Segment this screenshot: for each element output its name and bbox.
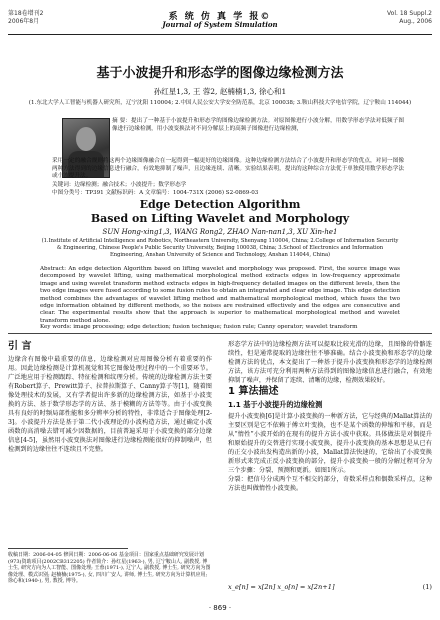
authors-en: SUN Hong-xing1,3, WANG Rong2, ZHAO Nan-nan1,3, XU Xin-he1 <box>102 228 338 236</box>
footnote-rule <box>8 548 128 549</box>
section-divider <box>8 333 432 334</box>
abstract-en: Abstract: An edge detection Algorithm based on lifting wavelet and morphology was proposed. First, the source image was decomposed by wavelet lifting, using mathematical morphological method extracts edges in low-frequency approximate image and using wavelet transform method extracts edges in high-frequency detailed images on the different levels, then the two edge images were fused according to some fusion rules to obtain an integrated and clear edge image. This edge detection method combines the advantages of wavelet lifting method and mathematical morphological method, which fuses the two edge information obtained by different methods, so the noises are restrained effectively and the edges are consecutive and clear. The experimental results show that the approach is superior to mathematical morphological method and wavelet transform method alone. <box>40 266 400 324</box>
title-en-line2: Based on Lifting Wavelet and Morphology <box>90 212 350 225</box>
subsection-heading-1-1: 1.1 基于小波提升的边缘检测 <box>228 400 323 409</box>
page-header <box>8 8 432 35</box>
date-en: Aug., 2006 <box>399 18 432 25</box>
journal-name-en: Journal of System Simulation <box>162 20 278 29</box>
affiliations-en: (1.Institute of Artificial Intelligence and Robotics, Northeastern University, Shenyang 110004, China; 2.College of Information Security & Engineering, Chinese People's Public Security University, Beijing 100038, China; 3.School of Electronics and Information Engineering, Anshan University of Science and Technology, Anshan 114044, China) <box>41 238 399 259</box>
page-number: · 869 · <box>208 604 232 612</box>
journal-name-cn: 系 统 仿 真 学 报© <box>168 12 272 22</box>
title-cn: 基于小波提升和形态学的图像边缘检测方法 <box>96 66 344 81</box>
affiliations-cn: (1.东北大学人工智能与机器人研究所，辽宁沈阳 110004; 2.中国人民公安大学安全防范系，北京 100038; 3.鞍山科技大学电信学院，辽宁鞍山 114044) <box>28 100 412 106</box>
equation-text: x_e[n] = x[2n] x_o[n] = x[2n+1] <box>228 583 335 591</box>
equation-1 <box>228 583 432 591</box>
intro-continued: 形态学方法中的边缘检测方法可以提取比较光滑的边缘，且图像的骨骼连续性，但是通常提取的边缘往往不够准确。结合小波变换和形态学的边缘检测方法的优点，本文提出了一种基于提升小波变换和形态学的边缘检测方法，该方法可充分利用两种方法得到的图像边缘信息进行融合，有效地抑制了噪声，并保留了连续、清晰的边缘，检测效果较好。 <box>228 341 432 384</box>
intro-paragraph: 边缘含有图像中最重要的信息，边缘检测对应用图像分析有着重要的作用。因此边缘检测是计算机视觉和其它图像处理过程中的一个重要环节。广泛地应用于检测跟踪、特征检测和纹理分析。传统的边缘检测方法主要有Robert算子、Prewitt算子、拉普拉斯算子、Canny算子等[1]，随着图像处理技术的发展，又有学者提出许多新的边缘检测方法，如基于小波变换的方法、基于数学形态学的方法、基于模糊的方法等等。由于小波变换具有良好的时频局部性能和多分辨率分析的特性，非常适合于图像处理[2-3]。小波提升方法是基于第二代小波理论的小波构造方法，通过确定小波函数的高消噪去错可减少因数据的，目前普遍采用于小波变换的部分边缘信息[4-5]，虽然用小波变换法对图像进行边缘检测能很好的抑制噪声，但检测到的边缘往往不连续且不完整。 <box>8 356 212 453</box>
equation-number: (1) <box>422 583 432 591</box>
right-column <box>228 340 432 493</box>
footnote: 收稿日期：2006-04-05 修回日期：2006-06-06 基金项目：国家重点基础研究发展计划(973)资助项目(2002CB312205) 作者简介：孙红星(1963-), 男, 辽宁鞍山人, 副教授, 博士生, 研究方向为人工智能、图像处理; 王蓉(1971-), 辽宁人, 副教授, 博士生, 研究方向为图像处理、模式识别; 赵楠楠(1975-), 女, 四川广安人, 讲师, 博士生, 研究方向为计算机应用; 徐心和(1940-), 男, 教授, 博导。 <box>8 552 211 585</box>
title-en-line1: Edge Detection Algorithm <box>139 198 301 211</box>
title-en <box>0 198 440 226</box>
keywords-en: Key words: image processing; edge detection; fusion technique; fusion rule; Canny operator; wavelet transform <box>40 324 358 330</box>
section-heading-intro: 引 言 <box>8 341 32 352</box>
volume-issue: 第18卷增刊2 <box>8 10 44 17</box>
abstract-cn-part1: 摘 要：提出了一种基于小波提升和形态学的图像边缘检测方法。对原图像进行小波分解，用数学形态学法对低频子图像进行边缘检测，用小波变换法对不同分解层上的高频子图像进行边缘检测， <box>112 118 404 132</box>
abstract-cn-part2: 采用一定的融合规则将这两个边缘图像融合在一起得到一幅更好的边缘图像。这种边缘检测方法结合了小波提升和形态学的优点，对同一图像两种方法得到的边缘信息进行融合，有效地抑制了噪声，且边缘连续、清晰。实验结果表明，提出的这种综合方法优于单独使用数学形态学法或小波提升法。 <box>52 158 404 180</box>
section-1-1-paragraph-2: 分裂：把信号分成两个互不相交的部分，奇数采样点和偶数采样点，这种方法也叫做惰性小波变换。 <box>228 476 432 492</box>
keywords-cn: 关键词：边缘检测；融合技术；小波提升；数学形态学 <box>52 182 187 188</box>
section-heading-1: 1 算法描述 <box>228 386 279 397</box>
left-column <box>8 340 212 454</box>
classification-cn: 中图分类号：TP391 文献标识码：A 文章编号：1004-731X (2006) S2-0869-03 <box>52 190 259 196</box>
authors-cn: 孙红星1,3, 王 蓉2, 赵楠楠1,3, 徐心和1 <box>153 87 287 96</box>
header-right <box>387 10 432 26</box>
photo-head <box>76 127 96 151</box>
issue-date: 2006年8月 <box>8 18 40 25</box>
volume-en: Vol. 18 Suppl.2 <box>387 10 432 17</box>
section-1-1-paragraph: 提升小波变换[6]是计算小波变换的一种新方法，它与经典的Mallat算法的主要区别是它不依赖于傅立叶变换，也不是某个函数的伸缩和平移，而是从“惰性”小波开始的在现有的提升方法小波中获取。具体做法是对偶提升和原始提升的交替进行实现小波变换，提升小波变换的基本思想是从已有的正交小波出发构造出新的小波，Mallat算法快速的，它给出了小波变换新形式来完成正反小波变换的部分，提升小波变换一般的分解过程可分为三个步骤：分裂、预测和更新。如图1所示。 <box>228 413 432 474</box>
